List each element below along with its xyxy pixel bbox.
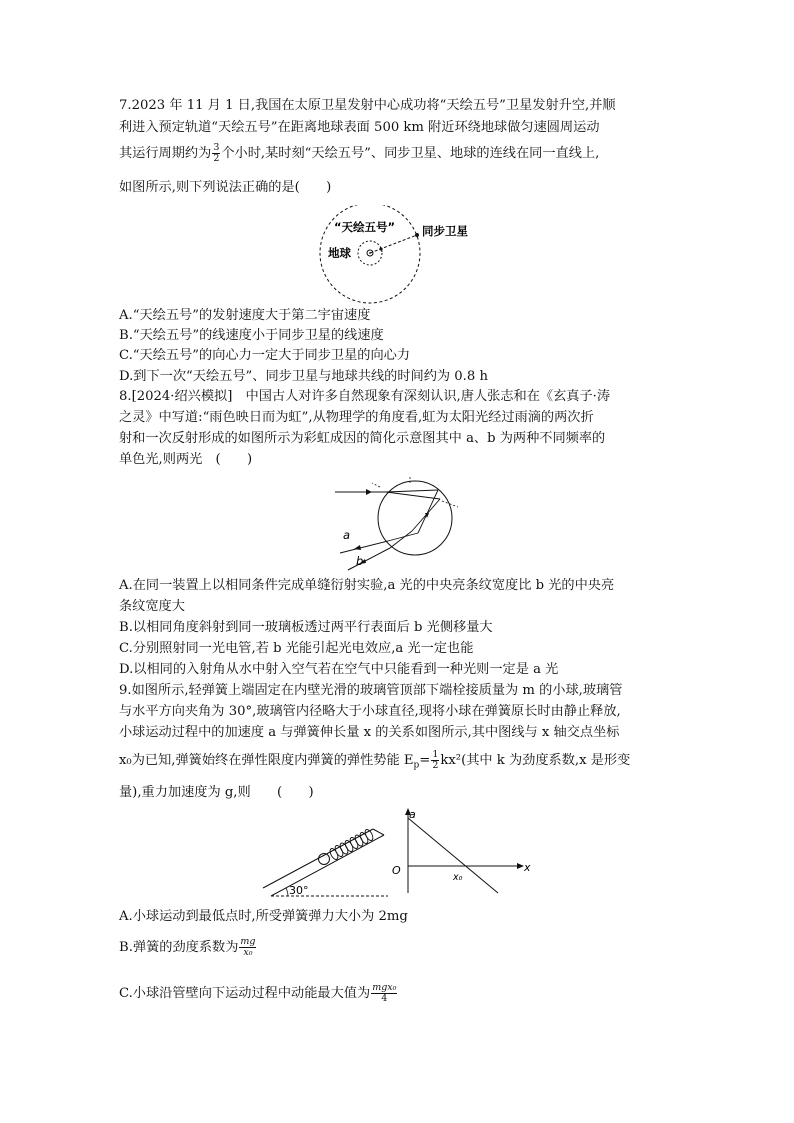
inner-exit-ray-1	[388, 533, 418, 541]
q9-line-4-pre: x₀为已知,弹簧始终在弹性限度内弹簧的弹性势能 E	[119, 753, 414, 768]
q8-line-3: 射和一次反射形成的如图所示为彩虹成因的简化示意图其中 a、b 为两种不同频率的	[119, 431, 606, 446]
refracted-ray-upper	[386, 490, 438, 492]
q9-line-1: 9.如图所示,轻弹簧上端固定在内壁光滑的玻璃管顶部下端栓接质量为 m 的小球,玻璃管	[119, 683, 623, 698]
a-axis-label: a	[409, 808, 416, 821]
q7-orbit-figure	[310, 205, 510, 305]
q8-option-b: B.以相同角度斜射到同一玻璃板透过两平行表面后 b 光侧移量大	[119, 620, 493, 635]
q9-tube-figure	[258, 820, 398, 900]
q7-option-c: C.“天绘五号”的向心力一定大于同步卫星的向心力	[119, 348, 411, 363]
q9-line-4-post: kx²(其中 k 为劲度系数,x 是形变	[440, 753, 631, 768]
q7-line-3	[119, 143, 599, 164]
q7-line-3-pre: 其运行周期约为	[119, 146, 212, 161]
q7-line-4: 如图所示,则下列说法正确的是( )	[119, 180, 332, 195]
q9-option-c-num: mgx₀	[372, 982, 397, 993]
tube-top	[373, 829, 384, 835]
q9-ep-subscript: p	[413, 760, 420, 771]
q7-line-1: 7.2023 年 11 月 1 日,我国在太原卫星发射中心成功将“天绘五号”卫星发射升空,并顺	[119, 98, 616, 113]
q9-option-b-fraction	[239, 937, 256, 958]
q8-option-a-line-2: 条纹宽度大	[119, 599, 185, 614]
q7-line-2: 利进入预定轨道“天绘五号”在距离地球表面 500 km 附近环绕地球做匀速圆周运动	[119, 120, 600, 135]
refracted-ray-lower	[386, 492, 440, 499]
q7-line-3-post: 个小时,某时刻“天绘五号”、同步卫星、地球的连线在同一直线上,	[221, 146, 600, 161]
q7-option-a: A.“天绘五号”的发射速度大于第二宇宙速度	[119, 308, 371, 323]
q7-option-b: B.“天绘五号”的线速度小于同步卫星的线速度	[119, 328, 384, 343]
q7-frac-den: 2	[213, 153, 220, 164]
q9-option-a: A.小球运动到最低点时,所受弹簧弹力大小为 2mg	[119, 909, 408, 924]
ray-a	[340, 541, 388, 553]
q9-option-c-den: 4	[381, 993, 388, 1004]
label-a: a	[343, 528, 351, 542]
label-sync-satellite: 同步卫星	[422, 224, 468, 238]
q8-line-1: 8.[2024·绍兴模拟] 中国古人对许多自然现象有深刻认识,唐人张志和在《玄真子·涛	[119, 389, 611, 404]
q9-frac-den: 2	[432, 760, 439, 771]
label-tianhui: “天绘五号”	[334, 220, 396, 234]
q8-option-c: C.分别照射同一光电管,若 b 光能引起光电效应,a 光一定也能	[119, 641, 474, 656]
spring	[329, 828, 375, 860]
q7-period-fraction	[212, 143, 220, 164]
q9-line-2: 与水平方向夹角为 30°,玻璃管内径略大于小球直径,现将小球在弹簧原长时由静止释放,	[119, 704, 621, 719]
q8-option-a-line-1: A.在同一装置上以相同条件完成单缝衍射实验,a 光的中央亮条纹宽度比 b 光的中央亮	[119, 578, 615, 593]
q7-frac-num: 3	[213, 142, 220, 153]
q9-frac-num: 1	[432, 749, 439, 760]
x-axis-arrow	[517, 863, 524, 869]
q9-equals: =	[419, 753, 431, 768]
q9-option-b-den: x₀	[243, 947, 253, 958]
q9-option-c-fraction	[371, 983, 397, 1004]
q9-option-b-text: B.弹簧的劲度系数为	[119, 940, 239, 955]
q9-half-fraction	[431, 750, 439, 771]
incident-arrow	[366, 489, 372, 495]
normal-line-2	[372, 483, 380, 487]
q9-line-3: 小球运动过程中的加速度 a 与弹簧伸长量 x 的关系如图所示,其中图线与 x 轴交点坐标	[119, 725, 620, 740]
q8-line-2: 之灵》中写道:“雨色映日而为虹”,从物理学的角度看,虹为太阳光经过雨滴的两次折	[119, 410, 594, 425]
q9-line-4	[119, 750, 630, 776]
q9-option-c	[119, 983, 398, 1004]
label-b: b	[356, 554, 364, 568]
origin-label: O	[392, 864, 401, 877]
q8-raindrop-figure	[330, 473, 470, 573]
q8-line-4: 单色光,则两光 ( )	[119, 452, 253, 467]
q9-option-b-num: mg	[240, 936, 256, 947]
tianhui-satellite-dot	[379, 247, 382, 250]
angle-label: 30°	[289, 884, 309, 897]
q9-option-c-text: C.小球沿管壁向下运动过程中动能最大值为	[119, 986, 371, 1001]
ray-b	[348, 548, 390, 570]
q9-line-5: 量),重力加速度为 g,则 ( )	[119, 785, 314, 800]
x0-label: x₀	[453, 872, 463, 883]
tube-wall-upper	[271, 835, 384, 896]
alignment-line	[370, 235, 417, 253]
label-earth: 地球	[328, 246, 351, 260]
q9-option-b	[119, 937, 257, 958]
sync-satellite-dot	[415, 233, 419, 237]
q8-option-d: D.以相同的入射角从水中射入空气若在空气中只能看到一种光则一定是 a 光	[119, 662, 559, 677]
q7-option-d: D.到下一次“天绘五号”、同步卫星与地球共线的时间约为 0.8 h	[119, 369, 488, 384]
tube-wall-lower	[263, 829, 373, 888]
q9-graph	[385, 805, 535, 895]
x-axis-label: x	[524, 861, 531, 874]
angle-arc	[286, 888, 288, 896]
